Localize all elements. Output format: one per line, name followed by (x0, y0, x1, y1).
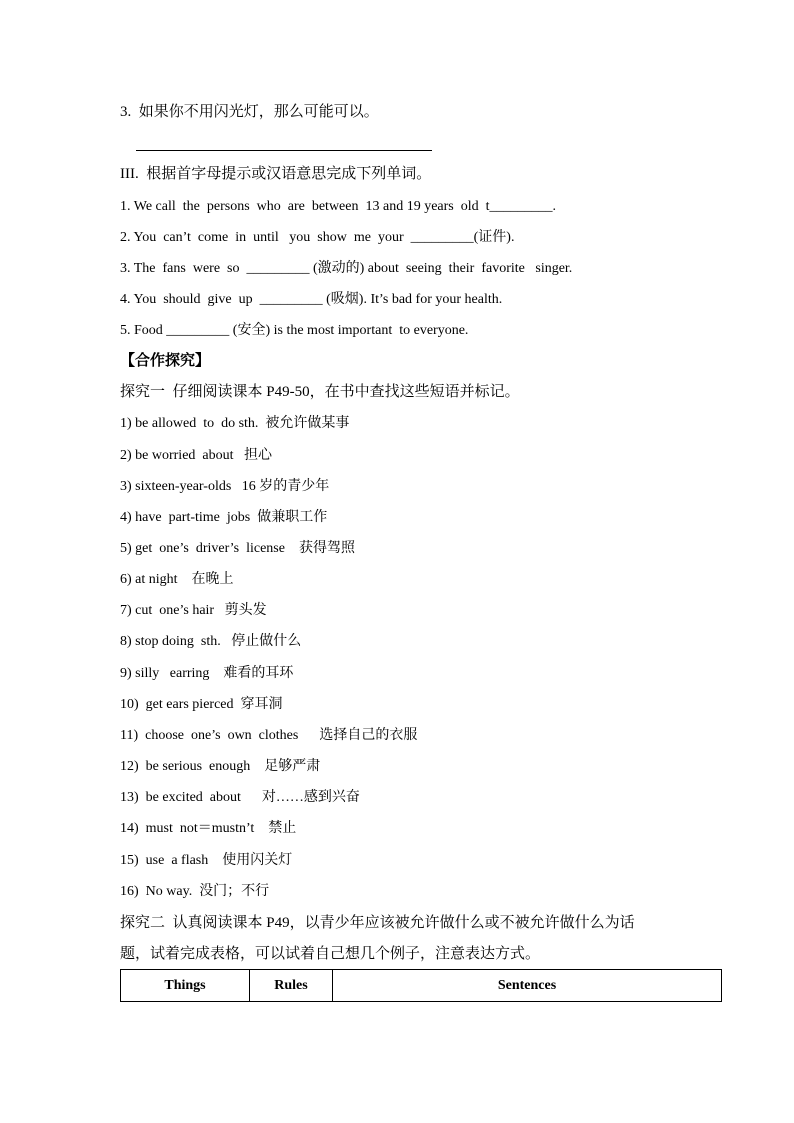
phrase-item: 16) No way. 没门；不行 (120, 884, 270, 899)
explore-2-line-1: 探究二 认真阅读课本 P49，以青少年应该被允许做什么或不被允许做什么为话 (120, 915, 635, 931)
question-3-chinese: 3. 如果你不用闪光灯，那么可能可以。 (120, 104, 379, 120)
explore-1-title: 探究一 仔细阅读课本 P49-50，在书中查找这些短语并标记。 (120, 384, 520, 400)
phrase-item: 2) be worried about 担心 (120, 448, 273, 463)
explore-2-line-2: 题，试着完成表格，可以试着自己想几个例子，注意表达方式。 (120, 946, 541, 962)
header-sentences: Sentences (333, 970, 722, 1002)
section-3-title: III. 根据首字母提示或汉语意思完成下列单词。 (120, 166, 432, 182)
phrase-item: 12) be serious enough 足够严肃 (120, 759, 321, 774)
phrase-item: 4) have part-time jobs 做兼职工作 (120, 510, 328, 525)
section-3-item-4: 4. You should give up _________ (吸烟). It’s bad for your health. (120, 292, 503, 307)
phrase-item: 8) stop doing sth. 停止做什么 (120, 634, 302, 649)
phrase-item: 10) get ears pierced 穿耳洞 (120, 697, 283, 712)
phrase-item: 1) be allowed to do sth. 被允许做某事 (120, 416, 350, 431)
phrase-item: 7) cut one’s hair 剪头发 (120, 603, 267, 618)
header-things: Things (121, 970, 250, 1002)
rules-table (120, 969, 722, 1002)
phrase-item: 13) be excited about 对……感到兴奋 (120, 790, 360, 805)
phrase-item: 5) get one’s driver’s license 获得驾照 (120, 541, 355, 556)
phrase-item: 11) choose one’s own clothes 选择自己的衣服 (120, 728, 418, 743)
phrase-item: 6) at night 在晚上 (120, 572, 234, 587)
cooperation-heading: 【合作探究】 (120, 353, 211, 369)
section-3-item-5: 5. Food _________ (安全) is the most important to everyone. (120, 323, 469, 338)
phrase-item: 9) silly earring 难看的耳环 (120, 666, 294, 681)
section-3-item-3: 3. The fans were so _________ (激动的) about seeing their favorite singer. (120, 261, 573, 276)
section-3-item-1: 1. We call the persons who are between 13 and 19 years old t_________. (120, 199, 557, 214)
section-3-item-2: 2. You can’t come in until you show me your _________(证件). (120, 230, 515, 245)
header-rules: Rules (250, 970, 333, 1002)
phrase-item: 3) sixteen-year-olds 16 岁的青少年 (120, 479, 330, 494)
table-header-row (121, 970, 722, 1002)
phrase-item: 14) must not＝mustn’t 禁止 (120, 821, 297, 836)
answer-blank-line (136, 150, 432, 151)
phrase-item: 15) use a flash 使用闪关灯 (120, 853, 293, 868)
